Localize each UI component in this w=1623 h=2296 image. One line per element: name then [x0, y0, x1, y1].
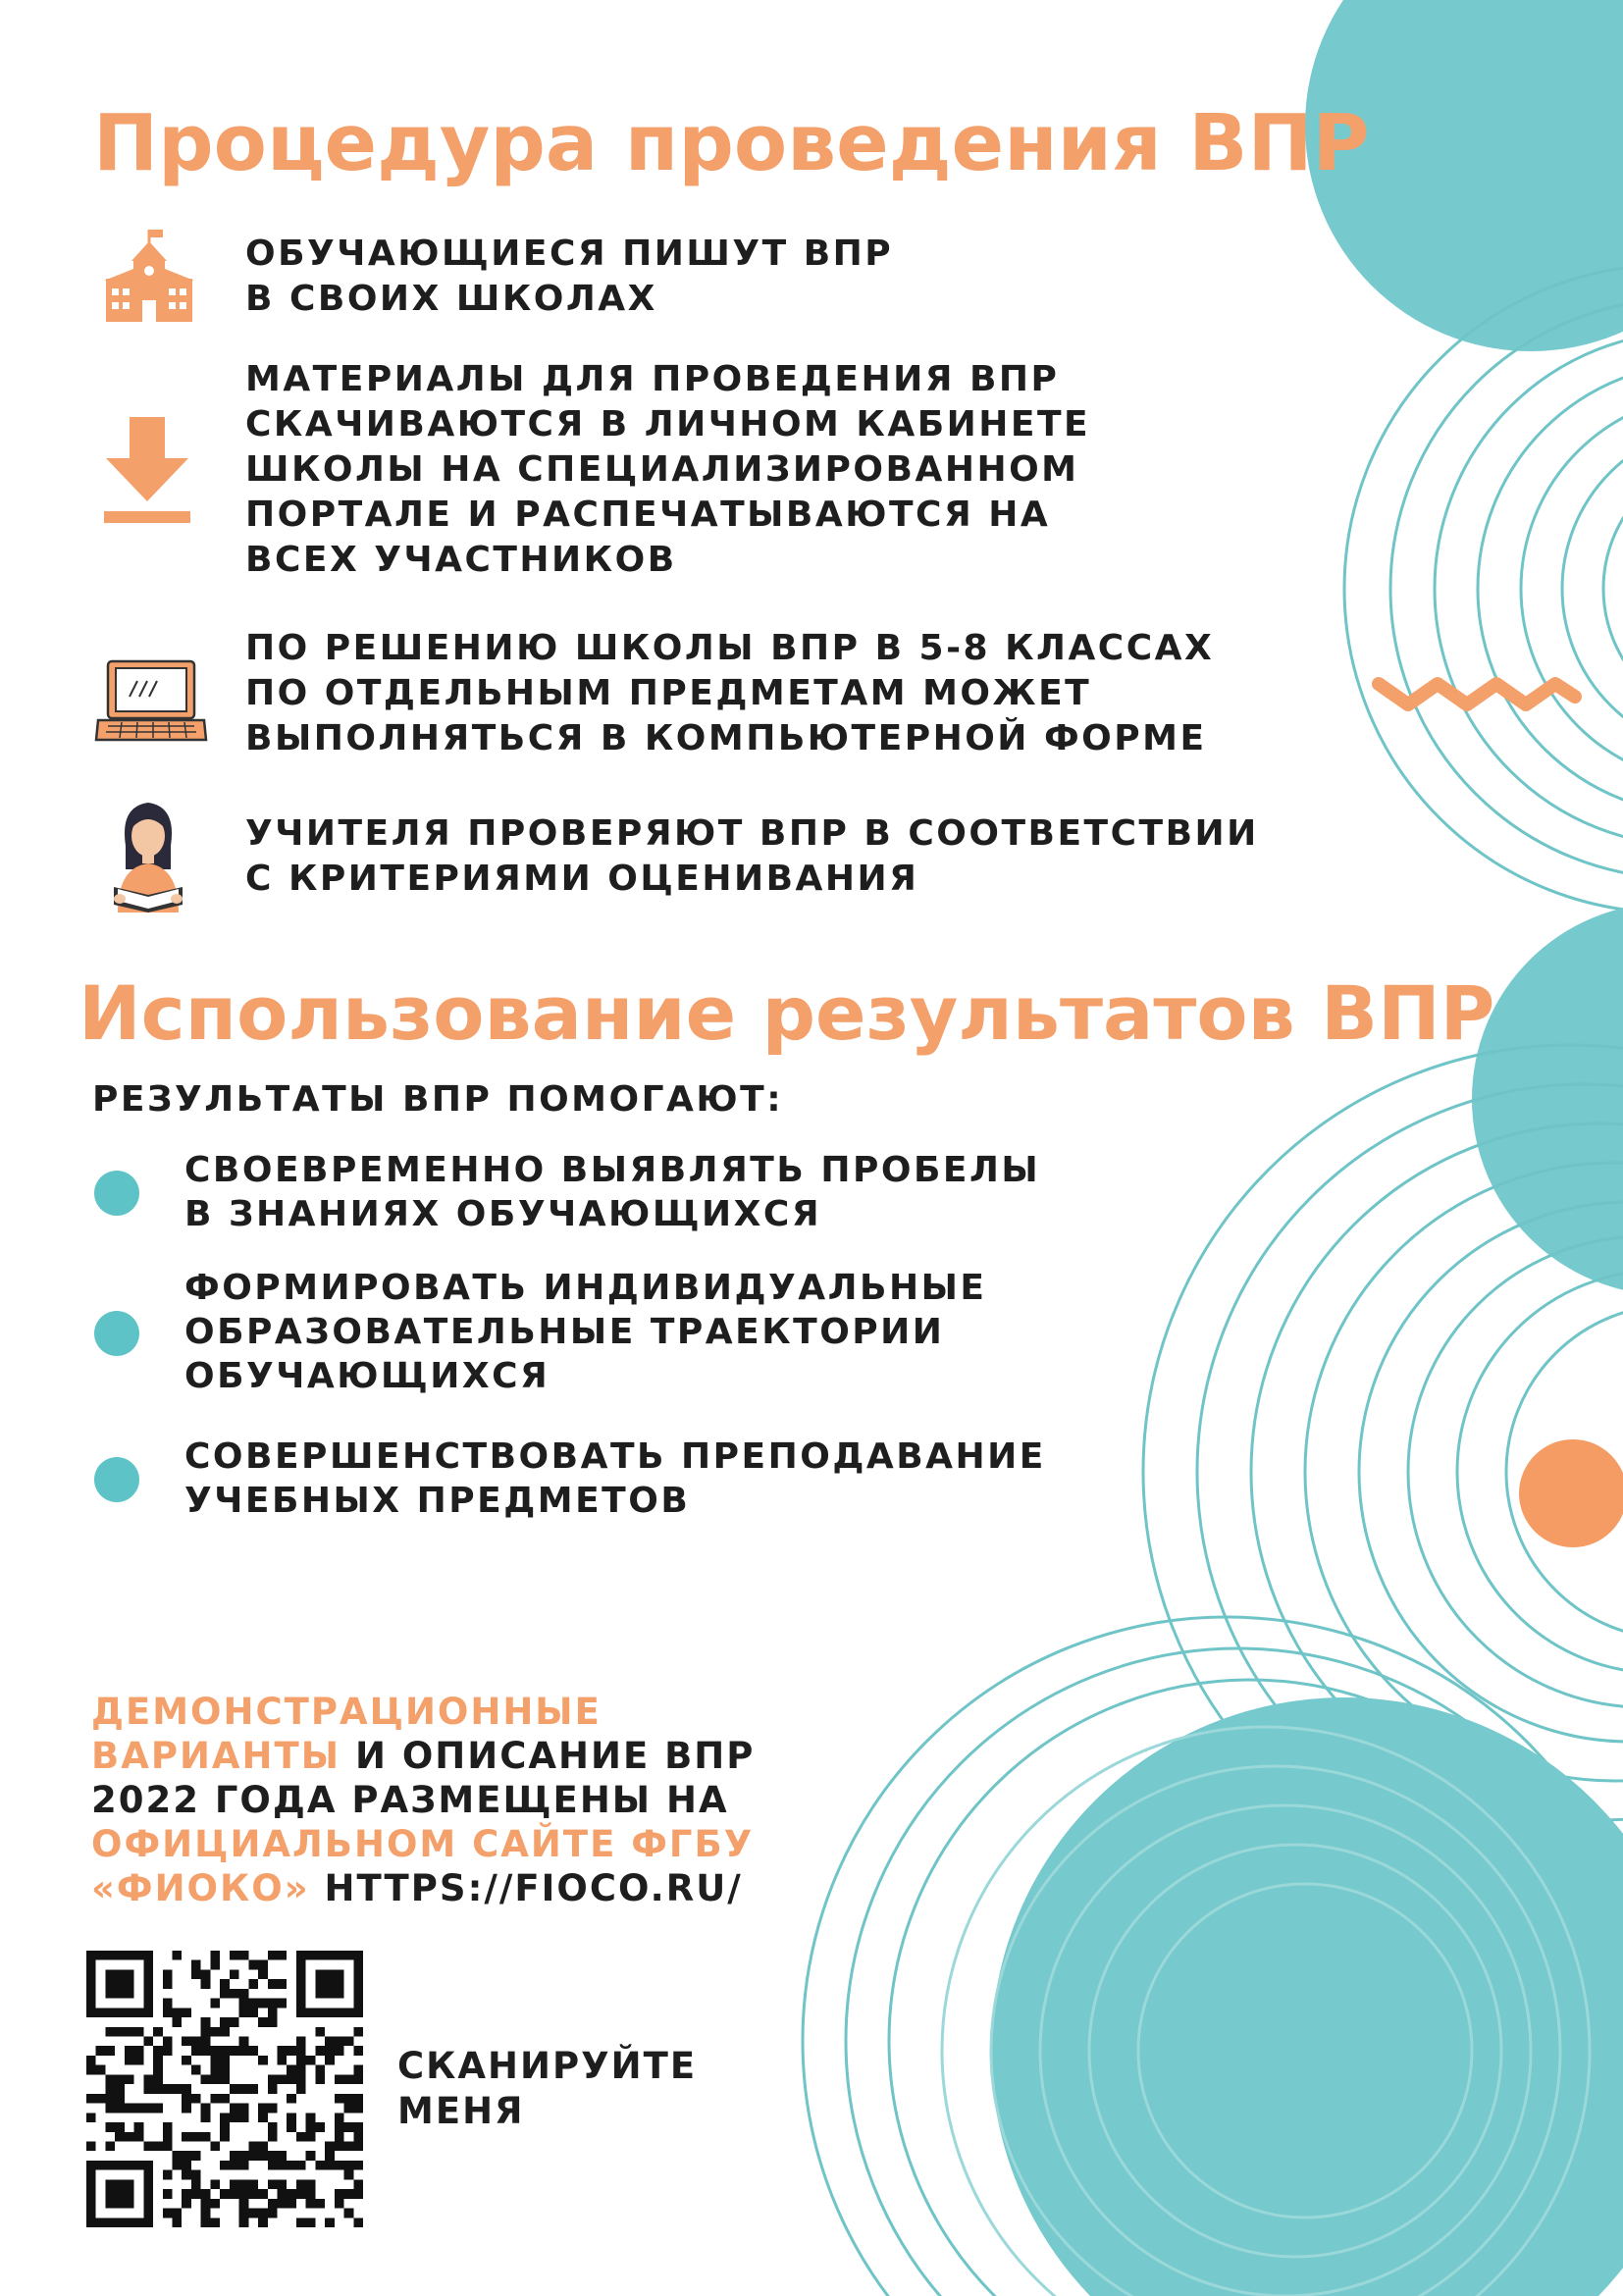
bullet-dot-1 — [94, 1171, 139, 1216]
download-arrow-icon — [102, 417, 192, 525]
bullet-dot-3 — [94, 1457, 139, 1502]
footer-line-5-url[interactable]: HTTPS://FIOCO.RU/ — [309, 1867, 743, 1909]
footer-line-3: 2022 ГОДА РАЗМЕЩЕНЫ НА — [91, 1779, 729, 1821]
qr-code[interactable] — [86, 1951, 363, 2227]
procedure-item-3-line-2: ПО ОТДЕЛЬНЫМ ПРЕДМЕТАМ МОЖЕТ — [245, 673, 1092, 713]
teal-circle-bottom — [991, 1697, 1623, 2296]
footer-line-2-rest: И ОПИСАНИЕ ВПР — [340, 1735, 756, 1777]
scan-line-1: СКАНИРУЙТЕ — [397, 2045, 698, 2087]
procedure-item-4-line-1: УЧИТЕЛЯ ПРОВЕРЯЮТ ВПР В СООТВЕТСТВИИ — [245, 813, 1259, 854]
usage-bullet-1-line-2: В ЗНАНИЯХ ОБУЧАЮЩИХСЯ — [184, 1194, 822, 1234]
laptop-icon — [94, 657, 208, 746]
procedure-item-4-line-2: С КРИТЕРИЯМИ ОЦЕНИВАНИЯ — [245, 859, 919, 899]
procedure-item-2-line-4: ПОРТАЛЕ И РАСПЕЧАТЫВАЮТСЯ НА — [245, 495, 1051, 535]
procedure-item-4 — [245, 811, 1259, 902]
usage-bullet-2-line-1: ФОРМИРОВАТЬ ИНДИВИДУАЛЬНЫЕ — [184, 1268, 987, 1308]
teacher-reading-icon — [106, 797, 190, 918]
usage-bullet-1-line-1: СВОЕВРЕМЕННО ВЫЯВЛЯТЬ ПРОБЕЛЫ — [184, 1150, 1041, 1190]
procedure-item-3-line-3: ВЫПОЛНЯТЬСЯ В КОМПЬЮТЕРНОЙ ФОРМЕ — [245, 718, 1207, 758]
procedure-item-3 — [245, 626, 1214, 761]
footer-line-5-highlight: «ФИОКО» — [91, 1867, 310, 1909]
footer-line-4: ОФИЦИАЛЬНОМ САЙТЕ ФГБУ — [91, 1823, 755, 1865]
scan-line-2: МЕНЯ — [397, 2090, 525, 2132]
footer-info — [91, 1690, 755, 1910]
usage-bullet-2 — [184, 1266, 987, 1398]
procedure-item-2 — [245, 357, 1090, 583]
procedure-item-1-line-1: ОБУЧАЮЩИЕСЯ ПИШУТ ВПР — [245, 234, 894, 274]
usage-bullet-3 — [184, 1435, 1046, 1523]
footer-line-1: ДЕМОНСТРАЦИОННЫЕ — [91, 1691, 602, 1733]
usage-bullet-3-line-2: УЧЕБНЫХ ПРЕДМЕТОВ — [184, 1481, 691, 1521]
usage-subtitle: РЕЗУЛЬТАТЫ ВПР ПОМОГАЮТ: — [92, 1079, 784, 1120]
school-building-icon — [104, 228, 194, 324]
procedure-item-1 — [245, 232, 893, 322]
footer-line-2-highlight: ВАРИАНТЫ — [91, 1735, 341, 1777]
usage-bullet-1 — [184, 1148, 1040, 1236]
procedure-item-3-line-1: ПО РЕШЕНИЮ ШКОЛЫ ВПР В 5-8 КЛАССАХ — [245, 628, 1215, 668]
procedure-item-2-line-2: СКАЧИВАЮТСЯ В ЛИЧНОМ КАБИНЕТЕ — [245, 404, 1091, 444]
usage-title: Использование результатов ВПР — [79, 969, 1495, 1057]
procedure-item-2-line-3: ШКОЛЫ НА СПЕЦИАЛИЗИРОВАННОМ — [245, 449, 1079, 490]
procedure-item-2-line-5: ВСЕХ УЧАСТНИКОВ — [245, 540, 677, 580]
usage-bullet-2-line-3: ОБУЧАЮЩИХСЯ — [184, 1356, 550, 1396]
usage-bullet-3-line-1: СОВЕРШЕНСТВОВАТЬ ПРЕПОДАВАНИЕ — [184, 1436, 1046, 1477]
procedure-title: Процедура проведения ВПР — [93, 98, 1370, 188]
procedure-item-1-line-2: В СВОИХ ШКОЛАХ — [245, 279, 657, 319]
usage-bullet-2-line-2: ОБРАЗОВАТЕЛЬНЫЕ ТРАЕКТОРИИ — [184, 1312, 945, 1352]
procedure-item-2-line-1: МАТЕРИАЛЫ ДЛЯ ПРОВЕДЕНИЯ ВПР — [245, 359, 1060, 399]
bullet-dot-2 — [94, 1311, 139, 1356]
scan-me-label — [397, 2044, 697, 2134]
orange-dot — [1519, 1439, 1623, 1547]
rings-upper-right — [1344, 265, 1623, 913]
